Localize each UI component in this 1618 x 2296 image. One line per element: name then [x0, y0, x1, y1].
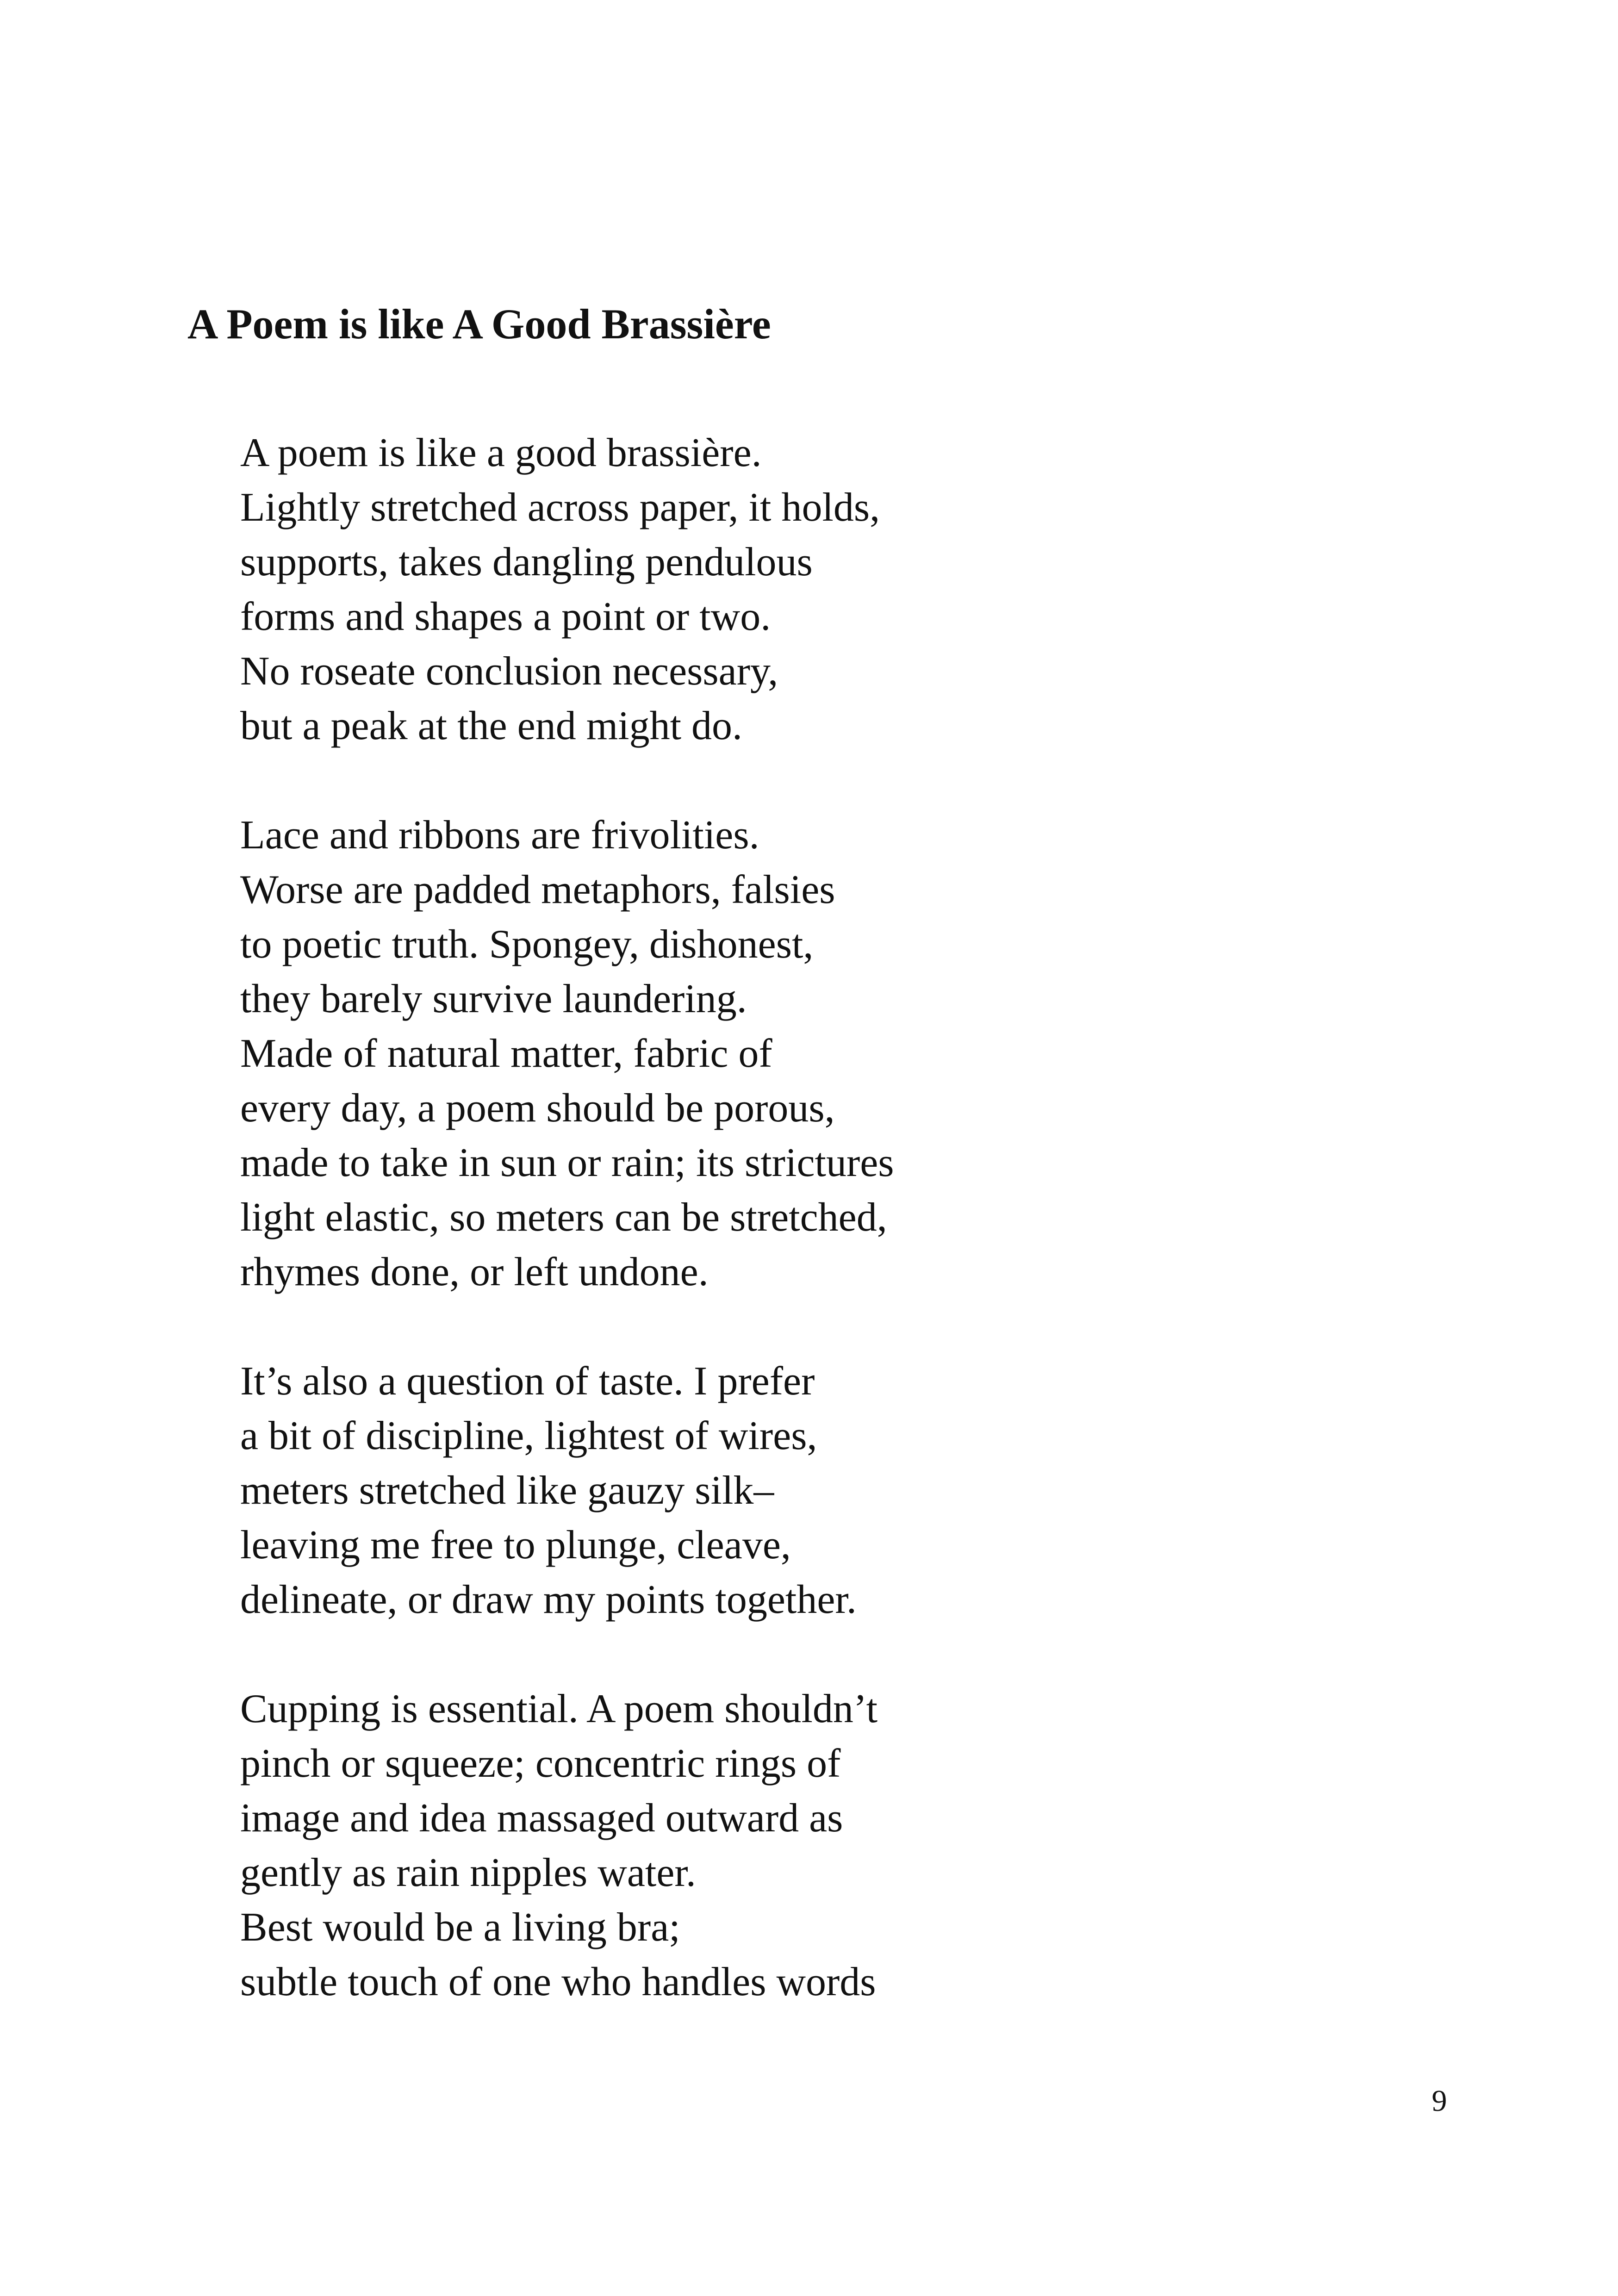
poem-line: forms and shapes a point or two.: [240, 594, 771, 639]
poem-line: Cupping is essential. A poem shouldn’t: [240, 1686, 878, 1731]
poem-body: [240, 426, 1444, 2064]
poem-line: Worse are padded metaphors, falsies: [240, 867, 835, 912]
poem-line: leaving me free to plunge, cleave,: [240, 1523, 791, 1568]
poem-line: made to take in sun or rain; its strictures: [240, 1140, 894, 1185]
poem-line: A poem is like a good brassière.: [240, 430, 762, 475]
poem-line: rhymes done, or left undone.: [240, 1250, 709, 1294]
poem-line: meters stretched like gauzy silk–: [240, 1468, 774, 1513]
poem-line: subtle touch of one who handles words: [240, 1960, 876, 2004]
poem-line: image and idea massaged outward as: [240, 1796, 843, 1841]
poem-line: light elastic, so meters can be stretched,: [240, 1195, 887, 1240]
poem-line: pinch or squeeze; concentric rings of: [240, 1741, 841, 1786]
poem-title: A Poem is like A Good Brassière: [187, 300, 771, 348]
stanza-3: [240, 1354, 1444, 1627]
poem-line: gently as rain nipples water.: [240, 1850, 696, 1895]
poem-line: It’s also a question of taste. I prefer: [240, 1359, 815, 1404]
poem-line: delineate, or draw my points together.: [240, 1577, 857, 1622]
page-number: 9: [1431, 2084, 1447, 2118]
poem-line: Best would be a living bra;: [240, 1905, 680, 1950]
poem-line: but a peak at the end might do.: [240, 703, 743, 748]
poem-line: No roseate conclusion necessary,: [240, 649, 778, 694]
stanza-1: [240, 426, 1444, 753]
stanza-4: [240, 1682, 1444, 2010]
poem-line: Lightly stretched across paper, it holds,: [240, 485, 880, 530]
poem-line: to poetic truth. Spongey, dishonest,: [240, 922, 814, 967]
poem-line: supports, takes dangling pendulous: [240, 540, 813, 585]
poem-line: Lace and ribbons are frivolities.: [240, 813, 759, 858]
poem-line: they barely survive laundering.: [240, 977, 747, 1021]
poem-line: Made of natural matter, fabric of: [240, 1031, 772, 1076]
stanza-2: [240, 808, 1444, 1300]
poem-line: a bit of discipline, lightest of wires,: [240, 1413, 817, 1458]
poem-line: every day, a poem should be porous,: [240, 1086, 835, 1131]
